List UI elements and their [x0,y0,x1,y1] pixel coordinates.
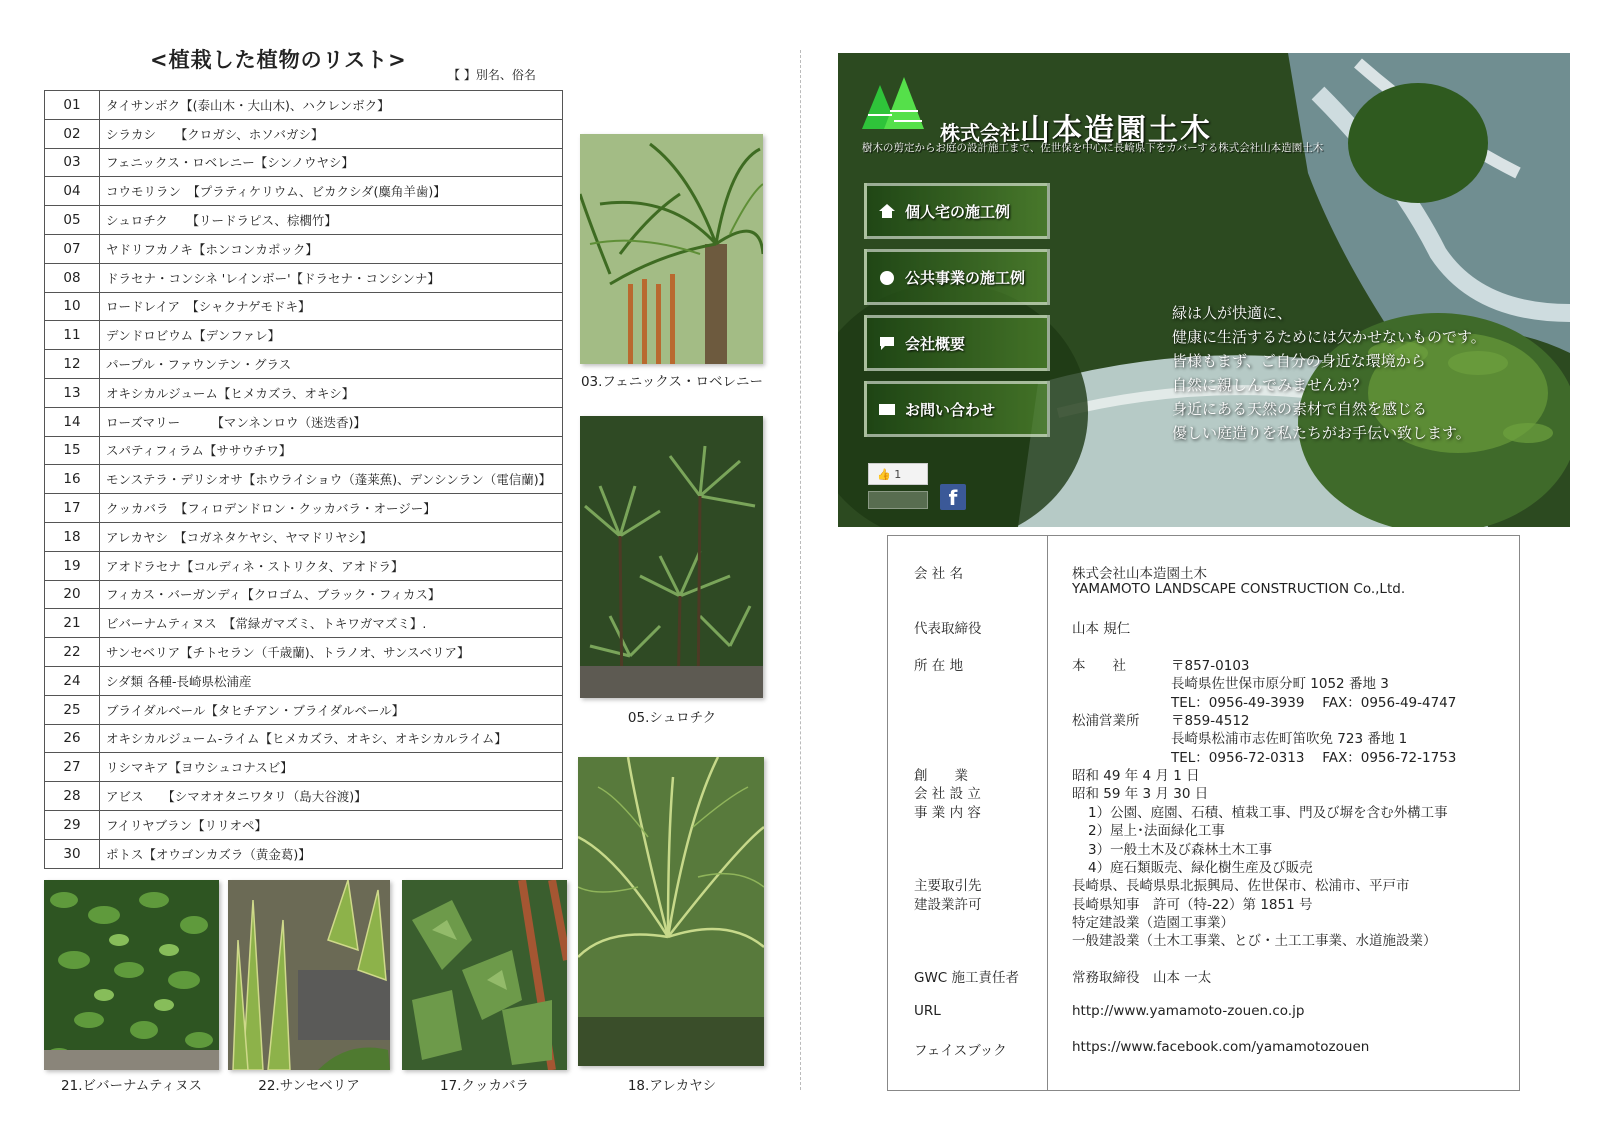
plant-number: 25 [45,695,100,724]
plant-name: ヤドリフカノキ【ホンコンカポック】 [100,234,563,263]
leaf-icon [877,267,897,287]
plant-row [45,321,563,350]
founded: 昭和 49 年 4 月 1 日 [1072,768,1200,784]
photo-kukkabara [402,880,567,1070]
plant-name: ブライダルベール【タヒチアン・ブライダルベール】 [100,695,563,724]
label-url: URL [914,1003,941,1019]
plant-row [45,119,563,148]
caption-sansevieria: 22.サンセベリア [258,1078,360,1094]
plant-row [45,666,563,695]
plant-number: 02 [45,119,100,148]
plant-row [45,263,563,292]
plant-number: 29 [45,810,100,839]
plant-number: 16 [45,465,100,494]
plant-number: 15 [45,436,100,465]
photo-shurochiku [580,416,763,698]
label-license: 建設業許可 [914,897,982,913]
plant-row [45,695,563,724]
plant-row [45,206,563,235]
photo-sansevieria [228,880,390,1070]
branch-zip: 〒859-4512 [1171,713,1250,729]
business-item-3: 3）一般土木及び森林土木工事 [1088,842,1273,858]
company-logo-icon [860,71,934,129]
business-item-1: 1）公園、庭園、石積、植栽工事、門及び塀を含む外構工事 [1088,805,1448,821]
website-url[interactable]: http://www.yamamoto-zouen.co.jp [1072,1003,1305,1019]
plant-number: 10 [45,292,100,321]
nav-public-works-button[interactable]: 公共事業の施工例 [864,249,1050,305]
caption-kukkabara: 17.クッカバラ [440,1078,529,1094]
plant-table [44,90,563,869]
license-1: 長崎県知事 許可（特-22）第 1851 号 [1072,897,1313,913]
plant-row [45,638,563,667]
caption-shurochiku: 05.シュロチク [627,710,717,726]
label-facebook: フェイスブック [914,1043,1007,1059]
plant-row [45,494,563,523]
nav-company-profile-button[interactable]: 会社概要 [864,315,1050,371]
plant-name: シュロチク 【リードラピス、棕櫚竹】 [100,206,563,235]
plant-name: デンドロビウム【デンファレ】 [100,321,563,350]
branch-phone: TEL：0956-72-0313 FAX：0956-72-1753 [1171,750,1457,766]
plant-name: ビバーナムティヌス 【常緑ガマズミ、トキワガマズミ】. [100,609,563,638]
plant-number: 27 [45,753,100,782]
company-name-ja: 株式会社山本造園土木 [1072,566,1207,582]
plant-number: 12 [45,350,100,379]
label-clients: 主要取引先 [914,878,982,894]
plant-row [45,753,563,782]
plant-number: 04 [45,177,100,206]
plant-row [45,839,563,868]
plant-number: 05 [45,206,100,235]
plant-name: フイリヤブラン【リリオペ】 [100,810,563,839]
plant-name: コウモリラン 【プラティケリウム、ビカクシダ(麋角羊歯)】 [100,177,563,206]
plant-row [45,810,563,839]
clients: 長崎県、長崎県県北振興局、佐世保市、松浦市、平戸市 [1072,878,1410,894]
label-established: 会 社 設 立 [914,786,981,802]
caption-phoenix: 03.フェニックス・ロベレニー [580,374,764,390]
plant-row [45,350,563,379]
plant-name: ロードレイア 【シャクナゲモドキ】 [100,292,563,321]
plant-number: 21 [45,609,100,638]
plant-number: 14 [45,407,100,436]
plant-list-note: 【 】別名、俗名 [448,68,536,82]
business-item-2: 2）屋上･法面緑化工事 [1088,823,1225,839]
plant-name: フェニックス・ロベレニー【シンノウヤシ】 [100,148,563,177]
plant-name: ドラセナ・コンシネ 'レインボー'【ドラセナ・コンシンナ】 [100,263,563,292]
plant-number: 01 [45,91,100,120]
plant-row [45,436,563,465]
license-2: 特定建設業（造園工事業） [1072,915,1234,931]
plant-row [45,177,563,206]
plant-row [45,580,563,609]
company-website-hero [838,53,1570,527]
hq-zip: 〒857-0103 [1171,658,1250,674]
hq-label: 本 社 [1072,658,1126,674]
plant-row [45,465,563,494]
plant-row [45,234,563,263]
thumbs-up-icon: 👍 [877,467,891,481]
plant-name: タイサンボク【(泰山木・大山木)、ハクレンボク】 [100,91,563,120]
plant-name: アオドラセナ【コルディネ・ストリクタ、アオドラ】 [100,551,563,580]
plant-row [45,724,563,753]
plant-number: 22 [45,638,100,667]
plant-number: 03 [45,148,100,177]
plant-name: フィカス・バーガンディ【クロゴム、ブラック・フィカス】 [100,580,563,609]
label-company-name: 会 社 名 [914,566,964,582]
hq-phone: TEL：0956-49-3939 FAX：0956-49-4747 [1171,695,1457,711]
branch-label: 松浦営業所 [1072,713,1140,729]
plant-number: 24 [45,666,100,695]
photo-phoenix-roebelenii [580,134,763,364]
plant-name: スパティフィラム【ササウチワ】 [100,436,563,465]
hero-message: 緑は人が快適に、 健康に生活するためには欠かせないものです。 皆様もまず、ご自分の身近な環境から 自然に親しんでみませんか？ 身近にある天然の素材で自然を感じる 優しい庭造りを私たちがお手伝い致します。 [1172,304,1486,442]
plant-name: ポトス【オウゴンカズラ（黄金葛)】 [100,839,563,868]
plant-number: 11 [45,321,100,350]
plant-name: ローズマリー 【マンネンロウ（迷迭香)】 [100,407,563,436]
plant-name: オキシカルジューム【ヒメカズラ、オキシ】 [100,378,563,407]
brand-name: 株式会社山本造園土木 [940,113,1212,148]
like-button[interactable]: 👍 1 [868,463,928,485]
plant-name: シラカシ 【クロガシ、ホソバガシ】 [100,119,563,148]
branch-address: 長崎県松浦市志佐町笛吹免 723 番地 1 [1171,731,1408,747]
photo-areca-palm [578,757,764,1066]
page-divider [800,50,801,1090]
plant-row [45,551,563,580]
plant-list-title: <植栽した植物のリスト> [150,48,407,72]
hq-address: 長崎県佐世保市原分町 1052 番地 3 [1171,676,1389,692]
label-founded: 創 業 [914,768,968,784]
company-info-table [887,535,1520,1091]
established: 昭和 59 年 3 月 30 日 [1072,786,1209,802]
plant-name: シダ類 各種-長崎県松浦産 [100,666,563,695]
label-address: 所 在 地 [914,658,964,674]
plant-number: 08 [45,263,100,292]
plant-name: アビス 【シマオオタニワタリ（島大谷渡)】 [100,782,563,811]
plant-row [45,609,563,638]
plant-number: 19 [45,551,100,580]
plant-row [45,91,563,120]
plant-name: クッカバラ 【フィロデンドロン・クッカバラ・オージー】 [100,494,563,523]
plant-name: アレカヤシ 【コガネタケヤシ、ヤマドリヤシ】 [100,522,563,551]
plant-number: 13 [45,378,100,407]
gwc-manager: 常務取締役 山本 一太 [1072,970,1212,986]
plant-row [45,407,563,436]
plant-number: 07 [45,234,100,263]
photo-viburnum [44,880,219,1070]
label-gwc: GWC 施工責任者 [914,970,1020,986]
business-item-4: 4）庭石類販売、緑化樹生産及び販売 [1088,860,1313,876]
plant-number: 17 [45,494,100,523]
nav-contact-button[interactable]: お問い合わせ [864,381,1050,437]
plant-row [45,378,563,407]
plant-name: サンセベリア【チトセラン（千歳蘭)、トラノオ、サンスベリア】 [100,638,563,667]
nav-private-works-button[interactable]: 個人宅の施工例 [864,183,1050,239]
share-button[interactable] [868,491,928,509]
caption-areca: 18.アレカヤシ [627,1078,717,1094]
plant-row [45,522,563,551]
facebook-url[interactable]: https://www.facebook.com/yamamotozouen [1072,1039,1370,1055]
plant-number: 20 [45,580,100,609]
home-icon [877,201,897,221]
company-name-en: YAMAMOTO LANDSCAPE CONSTRUCTION Co.,Ltd. [1072,581,1406,597]
plant-row [45,782,563,811]
plant-number: 26 [45,724,100,753]
plant-number: 28 [45,782,100,811]
mail-icon [877,399,897,419]
caption-viburnum: 21.ビバーナムティヌス [61,1078,202,1094]
plant-number: 30 [45,839,100,868]
chat-bubble-icon [877,333,897,353]
hero-tagline: 樹木の剪定からお庭の設計施工まで、佐世保を中心に長崎県下をカバーする株式会社山本造園土木 [862,142,1324,154]
plant-name: モンステラ・デリシオサ【ホウライショウ（蓬莱蕉)、デンシンラン（電信蘭)】 [100,465,563,494]
plant-row [45,292,563,321]
license-3: 一般建設業（土木工事業、とび・土工工事業、水道施設業） [1072,933,1437,949]
label-business: 事 業 内 容 [914,805,981,821]
plant-number: 18 [45,522,100,551]
facebook-icon[interactable]: f [940,484,966,510]
plant-row [45,148,563,177]
plant-name: リシマキア【ヨウシュコナスビ】 [100,753,563,782]
plant-name: パープル・ファウンテン・グラス [100,350,563,379]
label-representative: 代表取締役 [914,621,982,637]
plant-name: オキシカルジューム-ライム【ヒメカズラ、オキシ、オキシカルライム】 [100,724,563,753]
representative: 山本 規仁 [1072,621,1131,637]
